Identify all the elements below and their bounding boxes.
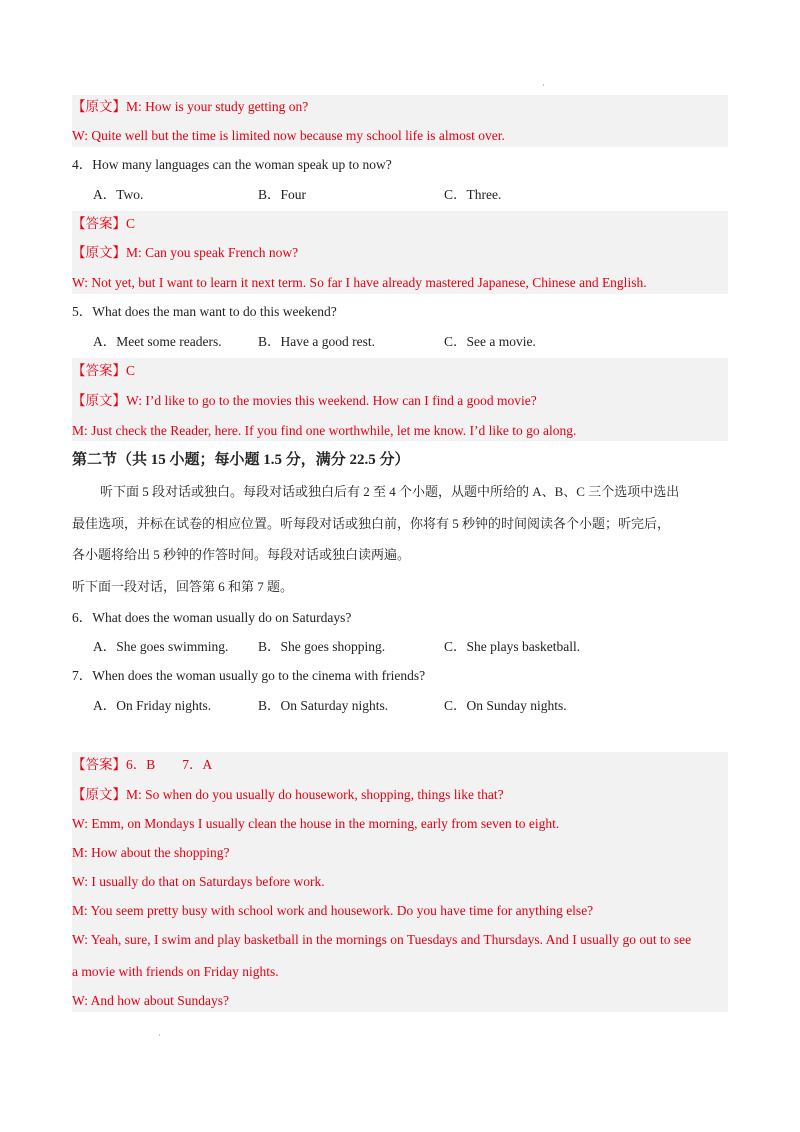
question-6: 6．What does the woman usually do on Saturdays? (72, 610, 352, 625)
section-title: 第二节（共 15 小题；每小题 1.5 分，满分 22.5 分） (72, 452, 410, 468)
answer-line: 【答案】C (72, 363, 136, 378)
option-b: B．On Saturday nights. (258, 698, 389, 713)
transcript-line: W: Quite well but the time is limited now because my school life is almost over. (72, 128, 505, 143)
transcript-line: W: I usually do that on Saturdays before work. (72, 874, 325, 889)
transcript-line: W: Not yet, but I want to learn it next term. So far I have already mastered Japanese, Chinese and English. (72, 275, 647, 290)
section-paragraph: 各小题将给出 5 秒钟的作答时间。每段对话或独白读两遍。 (72, 547, 411, 562)
transcript-line: M: Just check the Reader, here. If you find one worthwhile, let me know. I’d like to go along. (72, 423, 577, 438)
transcript-line: W: Yeah, sure, I swim and play basketball in the mornings on Tuesdays and Thursdays. And I usually go out to see (72, 932, 692, 947)
option-c: C．She plays basketball. (444, 639, 581, 654)
section-paragraph: 最佳选项，并标在试卷的相应位置。听每段对话或独白前，你将有 5 秒钟的时间阅读各个小题；听完后， (72, 516, 671, 531)
transcript-line: M: You seem pretty busy with school work and housework. Do you have time for anything else? (72, 903, 594, 918)
option-b: B．Four (258, 187, 307, 202)
transcript-line: M: How about the shopping? (72, 845, 230, 860)
option-a: A．Meet some readers. (93, 334, 222, 349)
section-paragraph: 听下面 5 段对话或独白。每段对话或独白后有 2 至 4 个小题，从题中所给的 A、B、C 三个选项中选出 (100, 484, 680, 499)
section-instruction: 听下面一段对话，回答第 6 和第 7 题。 (72, 579, 294, 594)
transcript-line: W: And how about Sundays? (72, 993, 229, 1008)
bottom-mark: · (158, 1030, 161, 1040)
question-7: 7．When does the woman usually go to the cinema with friends? (72, 668, 426, 683)
option-c: C．Three. (444, 187, 502, 202)
option-c: C．See a movie. (444, 334, 536, 349)
transcript-line: 【原文】M: How is your study getting on? (72, 99, 309, 114)
question-4: 4．How many languages can the woman speak up to now? (72, 157, 392, 172)
option-c: C．On Sunday nights. (444, 698, 567, 713)
transcript-line: 【原文】W: I’d like to go to the movies this weekend. How can I find a good movie? (72, 393, 537, 408)
question-5: 5．What does the man want to do this weekend? (72, 304, 337, 319)
transcript-line: 【原文】M: Can you speak French now? (72, 245, 299, 260)
answer-line: 【答案】C (72, 216, 136, 231)
option-a: A．On Friday nights. (93, 698, 212, 713)
option-a: A．She goes swimming. (93, 639, 229, 654)
transcript-line: W: Emm, on Mondays I usually clean the house in the morning, early from seven to eight. (72, 816, 560, 831)
option-b: B．Have a good rest. (258, 334, 375, 349)
option-b: B．She goes shopping. (258, 639, 386, 654)
top-mark: · (542, 80, 545, 90)
option-a: A．Two. (93, 187, 144, 202)
transcript-line: 【原文】M: So when do you usually do housework, shopping, things like that? (72, 787, 504, 802)
answer-line: 【答案】6．B 7．A (72, 757, 213, 772)
transcript-line: a movie with friends on Friday nights. (72, 964, 279, 979)
